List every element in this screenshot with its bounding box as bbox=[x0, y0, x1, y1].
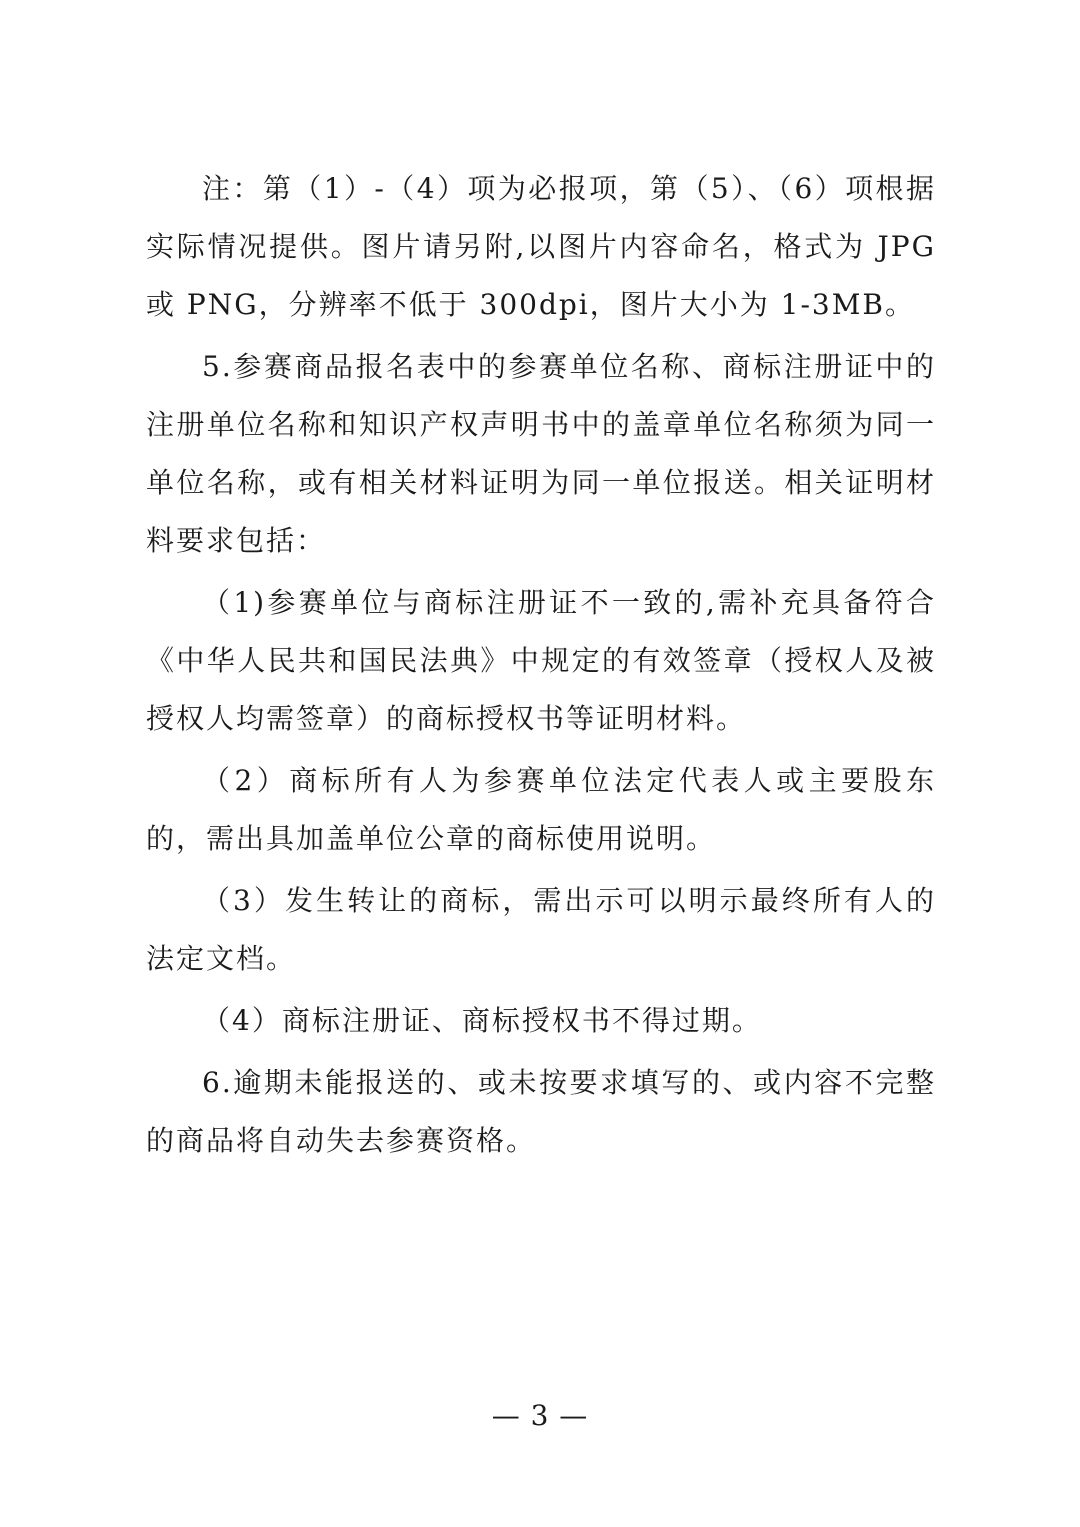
page-number: — 3 — bbox=[491, 1399, 589, 1432]
sub-item-4-paragraph: （4）商标注册证、商标授权书不得过期。 bbox=[202, 1004, 762, 1037]
item-6-paragraph: 6.逾期未能报送的、或未按要求填写的、或内容不完整的商品将自动失去参赛资格。 bbox=[146, 1066, 936, 1157]
sub-item-2-paragraph: （2）商标所有人为参赛单位法定代表人或主要股东的，需出具加盖单位公章的商标使用说明。 bbox=[146, 764, 936, 855]
sub-item-3-paragraph: （3）发生转让的商标，需出示可以明示最终所有人的法定文档。 bbox=[146, 884, 936, 975]
document-body bbox=[146, 160, 936, 1170]
note-paragraph: 注：第（1）-（4）项为必报项，第（5）、（6）项根据实际情况提供。图片请另附,以图片内容命名，格式为 JPG 或 PNG，分辨率不低于 300dpi，图片大小为 1-3MB。 bbox=[146, 172, 936, 321]
sub-item-1-paragraph: （1)参赛单位与商标注册证不一致的,需补充具备符合《中华人民共和国民法典》中规定的有效签章（授权人及被授权人均需签章）的商标授权书等证明材料。 bbox=[146, 586, 936, 735]
item-5-paragraph: 5.参赛商品报名表中的参赛单位名称、商标注册证中的注册单位名称和知识产权声明书中的盖章单位名称须为同一单位名称，或有相关材料证明为同一单位报送。相关证明材料要求包括： bbox=[146, 350, 936, 557]
